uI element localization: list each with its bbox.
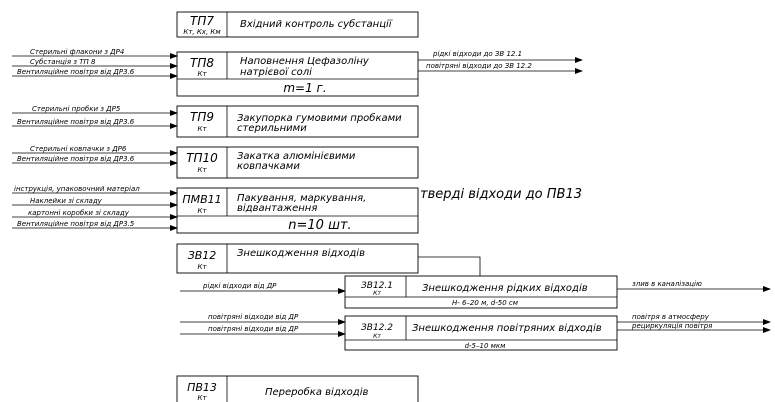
block-tp8-note: m=1 г. — [283, 81, 327, 95]
input-label: Субстанція з ТП 8 — [30, 58, 96, 66]
block-tp9 — [177, 106, 418, 137]
block-tp9-title-2: стерильними — [237, 123, 307, 134]
block-zv12-title: Знешкодження відходів — [237, 248, 365, 259]
tp9-inputs — [12, 105, 177, 126]
input-label: Стерильні флакони з ДР4 — [30, 48, 125, 56]
input-label: інструкція, упаковочний матеріал — [14, 185, 140, 193]
block-tp8-code: ТП8 — [190, 56, 214, 70]
input-label: Наклейки зі складу — [30, 197, 102, 205]
input-label: рідкі відходи від ДР — [203, 282, 277, 290]
input-label: Вентиляційне повітря від ДР3.6 — [17, 155, 135, 163]
block-tp8-title-1: Наповнення Цефазоліну — [240, 56, 369, 67]
block-zv122-code: ЗВ12.2 — [361, 323, 393, 333]
input-label: Вентиляційне повітря від ДР3.5 — [17, 220, 135, 228]
block-zv121-title: Знешкодження рідких відходів — [422, 283, 588, 294]
block-tp10-title-2: ковпачками — [237, 161, 300, 172]
output-label: рідкі відходи до ЗВ 12.1 — [433, 50, 523, 58]
block-tp10-code: ТП10 — [186, 151, 218, 165]
output-label: повітряні відходи до ЗВ 12.2 — [426, 62, 532, 70]
output-label-solid-waste: тверді відходи до ПВ13 — [420, 187, 583, 202]
block-tp7-sub: Кт, Кх, Км — [183, 28, 221, 36]
block-tp7-title: Вхідний контроль субстанції — [240, 19, 392, 30]
block-tp7-code: ТП7 — [190, 14, 214, 28]
block-pmv11-title-2: відвантаження — [237, 203, 318, 214]
block-tp7 — [177, 12, 418, 37]
block-pv13-code: ПВ13 — [187, 381, 217, 394]
block-zv122-sub: Кт — [373, 333, 381, 340]
block-pmv11-title-1: Пакування, маркування, — [237, 193, 367, 204]
block-zv122-note: d-5–10 мкм — [464, 342, 506, 350]
block-tp10-sub: Кт — [197, 166, 207, 174]
output-label: рециркуляція повітря — [632, 322, 713, 330]
block-pmv11 — [177, 188, 418, 233]
block-tp8-sub: Кт — [197, 70, 207, 78]
pmv11-inputs — [12, 185, 177, 228]
block-pv13-sub: Кт — [197, 394, 207, 402]
block-pv13-title: Переробка відходів — [265, 387, 369, 398]
output-label: злив в каналізацію — [632, 280, 702, 288]
input-label: повітряні відходи від ДР — [208, 313, 299, 321]
block-tp8 — [177, 52, 418, 96]
block-pmv11-sub: Кт — [197, 207, 207, 215]
input-label: Стерильні пробки з ДР5 — [32, 105, 121, 113]
block-zv12-sub: Кт — [197, 263, 207, 271]
block-zv122-title: Знешкодження повітряних відходів — [412, 323, 602, 334]
block-zv121 — [345, 276, 617, 308]
tp8-inputs — [12, 48, 177, 76]
block-zv122 — [345, 316, 617, 350]
block-tp9-title-1: Закупорка гумовими пробками — [237, 113, 402, 124]
block-zv12 — [177, 244, 418, 273]
pmv11-outputs — [420, 187, 582, 202]
input-label: картонні коробки зі складу — [28, 209, 129, 217]
block-tp9-sub: Кт — [197, 125, 207, 133]
block-zv121-note: H- 6–20 м, d-50 см — [451, 299, 519, 307]
block-zv121-code: ЗВ12.1 — [361, 281, 393, 291]
block-zv12-code: ЗВ12 — [187, 249, 217, 262]
block-tp10 — [177, 147, 418, 178]
connector-zv12-zv121 — [418, 257, 480, 276]
tp10-inputs — [12, 145, 177, 163]
block-pv13 — [177, 376, 418, 402]
block-zv121-sub: Кт — [373, 290, 381, 297]
output-label: повітря в атмосферу — [632, 313, 709, 321]
input-label: Стерильні ковпачки з ДР6 — [30, 145, 127, 153]
input-label: Вентиляційне повітря від ДР3.6 — [17, 68, 135, 76]
block-tp8-title-2: натрієвої солі — [240, 67, 312, 78]
input-label: повітряні відходи від ДР — [208, 325, 299, 333]
tp8-outputs — [418, 50, 582, 71]
block-tp9-code: ТП9 — [190, 110, 214, 124]
block-pmv11-code: ПМВ11 — [182, 193, 222, 206]
block-pmv11-note: n=10 шт. — [288, 218, 352, 233]
block-tp10-title-1: Закатка алюмінієвими — [237, 151, 356, 162]
input-label: Вентиляційне повітря від ДР3.6 — [17, 118, 135, 126]
